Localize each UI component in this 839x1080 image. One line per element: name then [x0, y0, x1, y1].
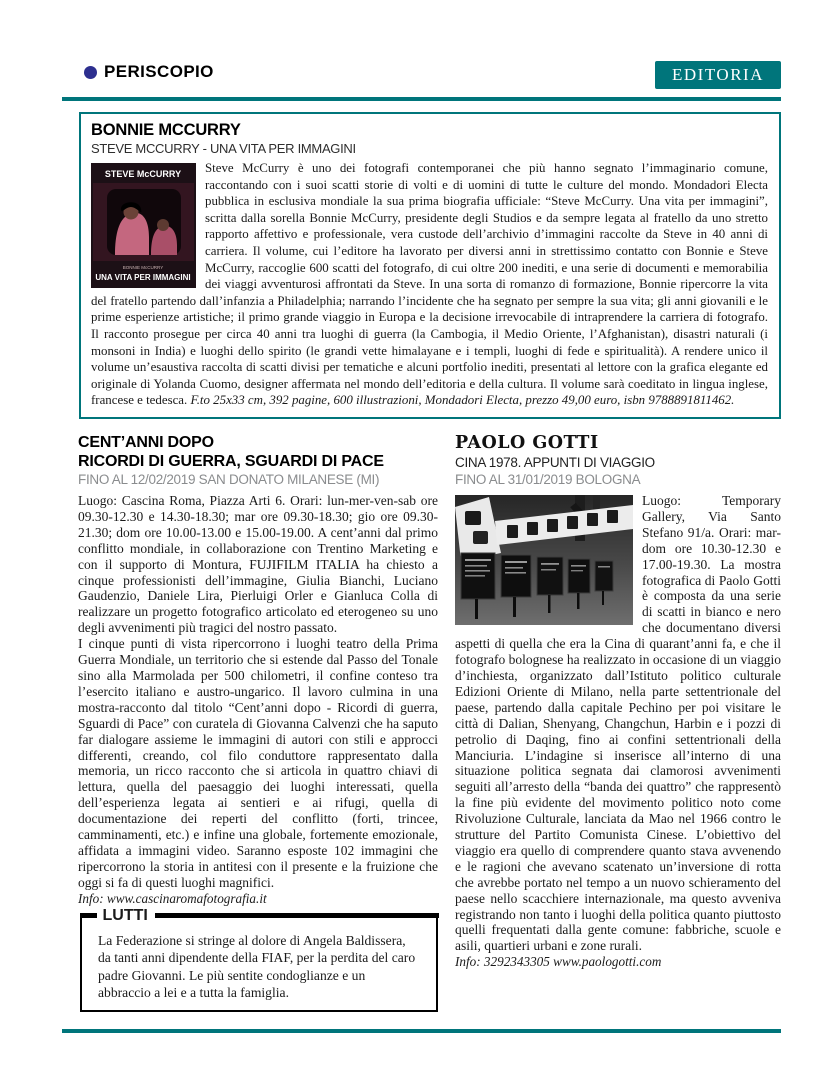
centanni-title-line1: CENT’ANNI DOPO: [78, 434, 214, 451]
gotti-dateline: FINO AL 31/01/2019 BOLOGNA: [455, 472, 641, 487]
centanni-dateline: FINO AL 12/02/2019 SAN DONATO MILANESE (MI): [78, 472, 380, 487]
article-body-colophon: F.to 25x33 cm, 392 pagine, 600 illustrazioni, Mondadori Electa, prezzo 49,00 euro, isbn 9788891811462.: [190, 393, 735, 408]
cover-author-text: STEVE McCURRY: [104, 169, 182, 179]
lutti-rule-right: [155, 913, 439, 918]
china-exhibition-photo: [455, 495, 633, 625]
cover-title-text: UNA VITA PER IMMAGINI: [95, 273, 191, 282]
gotti-body: [455, 493, 781, 954]
article-title: BONNIE MCCURRY: [91, 121, 241, 139]
book-cover-image: [91, 163, 196, 288]
article-mccurry: [79, 112, 781, 419]
bottom-divider: [62, 1029, 781, 1033]
gotti-title: PAOLO GOTTI: [455, 433, 599, 453]
lutti-rule-left: [80, 913, 97, 918]
article-body: [91, 160, 768, 409]
cover-byline-text: BONNIE McCURRY: [122, 265, 164, 270]
centanni-paragraph-1: Luogo: Cascina Roma, Piazza Arti 6. Orari: lun-mer-ven-sab ore 09.30-12.30 e 14.30-18.30; mar ore 09.30-18.30; gio ore 09.30-21.30; dom ore 10.00-13.00 e 15.00-19.00. A cent’anni dal primo conflitto mondiale, in collaborazione con Trentino Marketing e con il supporto di Montura, FUJIFILM ITALIA ha chiesto a cinque professionisti dell’immagine, Giulia Bianchi, Luciano Gaudenzio, Daniele Lira, Pierluigi Orler e Gianluca Colla di realizzare un progetto fotografico articolato ed eterogeneo su uno degli avvenimenti più tragici del nostro passato.: [78, 493, 438, 636]
article-subtitle: STEVE MCCURRY - UNA VITA PER IMMAGINI: [91, 141, 356, 156]
page-section-title: PERISCOPIO: [104, 62, 214, 81]
top-divider: [62, 97, 781, 101]
article-body-roman: Steve McCurry è uno dei fotografi contemporanei che più hanno segnato l’immaginario comune, raccontando con i suoi scatti storie di volti e di uomini di tutte le culture del mondo. Mondadori Electa pubblica in esclusiva mondiale la sua prima biografia ufficiale: “Steve McCurry. Una vita per immagini”, scritta dalla sorella Bonnie McCurry, presidente degli Studios e da sempre legata al fratello da uno stretto rapporto affettivo e professionale, vera custode dell’archivio d’immagini raccolte da Steve in 40 anni di carriera. Il volume, cui l’editore ha lavorato per diversi anni in strettissimo contatto con Bonnie e Steve McCurry, raccoglie 600 scatti del fotografo, di cui oltre 200 inediti, e una serie di documenti e memorabilia dei viaggi avventurosi affrontati da Steve. In una sorta di romanzo di formazione, Bonnie ripercorre la vita del fratello partendo dall’infanzia a Philadelphia; narrando l’incidente che ha segnato per sempre la sua vita; gli anni giovanili e le prime esperienze artistiche; il primo grande viaggio in Europa e la decisione irrevocabile di intraprendere la carriera di fotografo. Il racconto prosegue per circa 40 anni tra luoghi di guerra (la Cambogia, il Medio Oriente, l’Afghanistan), disastri naturali (i monsoni in India) e luoghi dello spirito (le grandi vette himalayane e i templi, luoghi di fede e spiritualità). A rendere unico il volume un’esaustiva raccolta di scatti divisi per tematiche e alcuni portfolio inediti, presentati al lettore con la grafica elegante ed originale di Yolanda Cuomo, designer affermata nel mondo dell’editoria e della cultura. Il volume sarà coeditato in lingua inglese, francese e tedesca.: [91, 161, 768, 408]
gotti-body-text: Luogo: Temporary Gallery, Via Santo Stefano 91/a. Orari: mar-dom ore 10.30-12.30 e 17.00-19.30. La mostra fotografica di Paolo Gotti è composta da una serie di scatti in bianco e nero che documentano diversi aspetti di quella che era la Cina di quarant’anni fa, e che il fotografo bolognese ha realizzato in occasione di un viaggio d’inchiesta, organizzato dall’Istituto politico culturale Edizioni Oriente di Milano, nella parte settentrionale del paese, partendo dalla capitale Pechino per poi visitare le città di Dalian, Shenyang, Changchun, Harbin e i pozzi di petrolio di Daqing, fino ai confini settentrionali della Manciuria. L’indagine si inserisce all’interno di una situazione politica segnata dai clamorosi avvenimenti seguiti all’arresto della “banda dei quattro” che rappresentò la fine più evidente del movimento politico noto come Rivoluzione Culturale, lanciata da Mao nel 1966 contro le strutture del Partito Comunista Cinese. L’obiettivo del viaggio era quello di comprendere quanto stava avvenendo e le ragioni che avevano scatenato un’inversione di rotta che avrebbe portato nel tempo a un nuovo schieramento del paese nello scacchiere internazionale, ma questo avveniva registrando non tanto i luoghi della politica quanto piuttosto quelli frequentati dalla gente comune: fabbriche, scuole e asili, quartieri urbani e zone rurali.: [455, 493, 781, 954]
centanni-info-link: Info: www.cascinaromafotografia.it: [78, 890, 267, 906]
lutti-legend: [80, 906, 439, 925]
gotti-subtitle: CINA 1978. APPUNTI DI VIAGGIO: [455, 455, 655, 470]
periscopio-bullet-icon: [84, 66, 97, 79]
category-badge: EDITORIA: [655, 61, 781, 89]
gotti-info-link: Info: 3292343305 www.paologotti.com: [455, 954, 662, 970]
centanni-paragraph-2: I cinque punti di vista ripercorrono i luoghi teatro della Prima Guerra Mondiale, un territorio che si estende dal Passo del Tonale sino alla Marmolada per 500 chilometri, il confine conteso tra l’esercito italiano e austro-ungarico. Il lavoro culmina in una mostra-racconto dal titolo “Cent’anni dopo - Ricordi di guerra, Sguardi di Pace” con curatela di Giovanna Calvenzi che ha saputo far dialogare assieme le immagini di autori con stili e approcci differenti, creando, col filo conduttore rappresentato dalla memoria, un ricco racconto che si articola in quattro chiavi di lettura, quella del paesaggio dei luoghi interessati, quella dell’esperienza legata ai sentieri e ai rifugi, quella di documentazione dei reperti del conflitto (forti, trincee, camminamenti, etc.) e infine una globale, fortemente emozionale, affidata a immagini video. Saranno esposte 102 immagini che ripercorrono la storia in antitesi con il presente e la fruizione che oggi si fa di questi luoghi magnifici.: [78, 636, 438, 890]
centanni-title-line2: RICORDI DI GUERRA, SGUARDI DI PACE: [78, 453, 384, 470]
article-centanni: [78, 433, 438, 907]
lutti-body: La Federazione si stringe al dolore di Angela Baldissera, da tanti anni dipendente della FIAF, per la perdita del caro padre Giovanni. Le più sentite condoglianze e un abbraccio a lei e a tutta la famiglia.: [98, 933, 416, 1001]
lutti-box: [80, 907, 438, 1012]
lutti-title: LUTTI: [97, 906, 155, 925]
article-gotti: [455, 433, 781, 970]
